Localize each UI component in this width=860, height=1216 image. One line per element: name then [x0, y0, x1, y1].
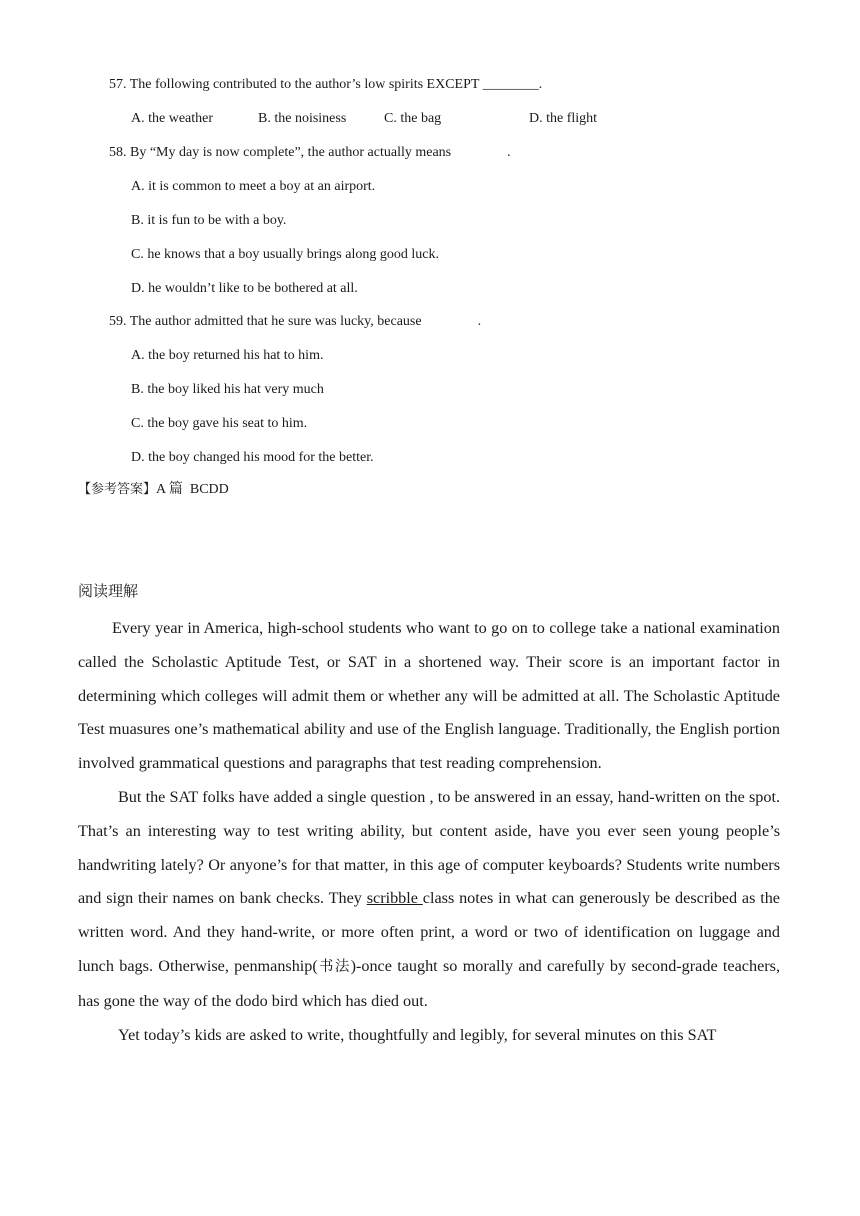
paragraph-2-text-a: But the SAT folks have added a single question , to be answered in an essay, hand-written on the spot. That’s an interesting way to test writing ability, but content aside, have you ever seen young people’s handwriting lately? Or anyone’s for that matter, in this age of computer keyboards? Students write numbers and sign their names on bank checks. They [78, 787, 780, 908]
option-b: B. the noisiness [258, 111, 347, 126]
reading-passage [78, 612, 780, 1052]
answer-label: 【参考答案】 [78, 482, 157, 497]
option-b: B. it is fun to be with a boy. [131, 213, 287, 228]
passage-paragraph-1: Every year in America, high-school students who want to go on to college take a national examination called the Scholastic Aptitude Test, or SAT in a shortened way. Their score is an important factor in determining which colleges will admit them or whether any will be admitted at all. The Scholastic Aptitude Test muasures one’s mathematical ability and use of the English language. Traditionally, the English portion involved grammatical questions and paragraphs that test reading comprehension. [78, 619, 780, 773]
option-a: A. the boy returned his hat to him. [131, 348, 324, 363]
option-c: C. he knows that a boy usually brings along good luck. [131, 247, 439, 262]
passage-paragraph-2 [78, 781, 780, 1019]
option-a: A. it is common to meet a boy at an airport. [131, 179, 376, 194]
question-57-stem: 57. The following contributed to the author’s low spirits EXCEPT ________. [109, 77, 543, 92]
question-58-stem: 58. By “My day is now complete”, the author actually means . [109, 145, 511, 160]
chinese-gloss: 书法 [317, 958, 351, 975]
option-a: A. the weather [131, 111, 214, 126]
answer-text: A 篇 BCDD [156, 482, 229, 497]
option-c: C. the bag [384, 111, 442, 126]
underlined-word: scribble [366, 889, 423, 908]
passage-paragraph-3: Yet today’s kids are asked to write, thoughtfully and legibly, for several minutes on this SAT [118, 1025, 717, 1044]
paragraph-2-text-c: )-once taught so morally and carefully by second-grade teachers, has gone the way of the dodo bird which has died out. [78, 956, 780, 1010]
question-59-stem: 59. The author admitted that he sure was lucky, because . [109, 314, 482, 329]
answer-key [78, 481, 229, 499]
paragraph-2-text-b: class notes in what can generously be described as the written word. And they hand-write, or more often print, a word or two of identification on luggage and lunch bags. Otherwise, penmanship( [78, 889, 780, 975]
option-d: D. the boy changed his mood for the better. [131, 450, 374, 465]
option-c: C. the boy gave his seat to him. [131, 416, 308, 431]
option-d: D. he wouldn’t like to be bothered at all. [131, 281, 358, 296]
option-b: B. the boy liked his hat very much [131, 382, 324, 397]
section-title: 阅读理解 [78, 582, 139, 600]
option-d: D. the flight [529, 111, 598, 126]
